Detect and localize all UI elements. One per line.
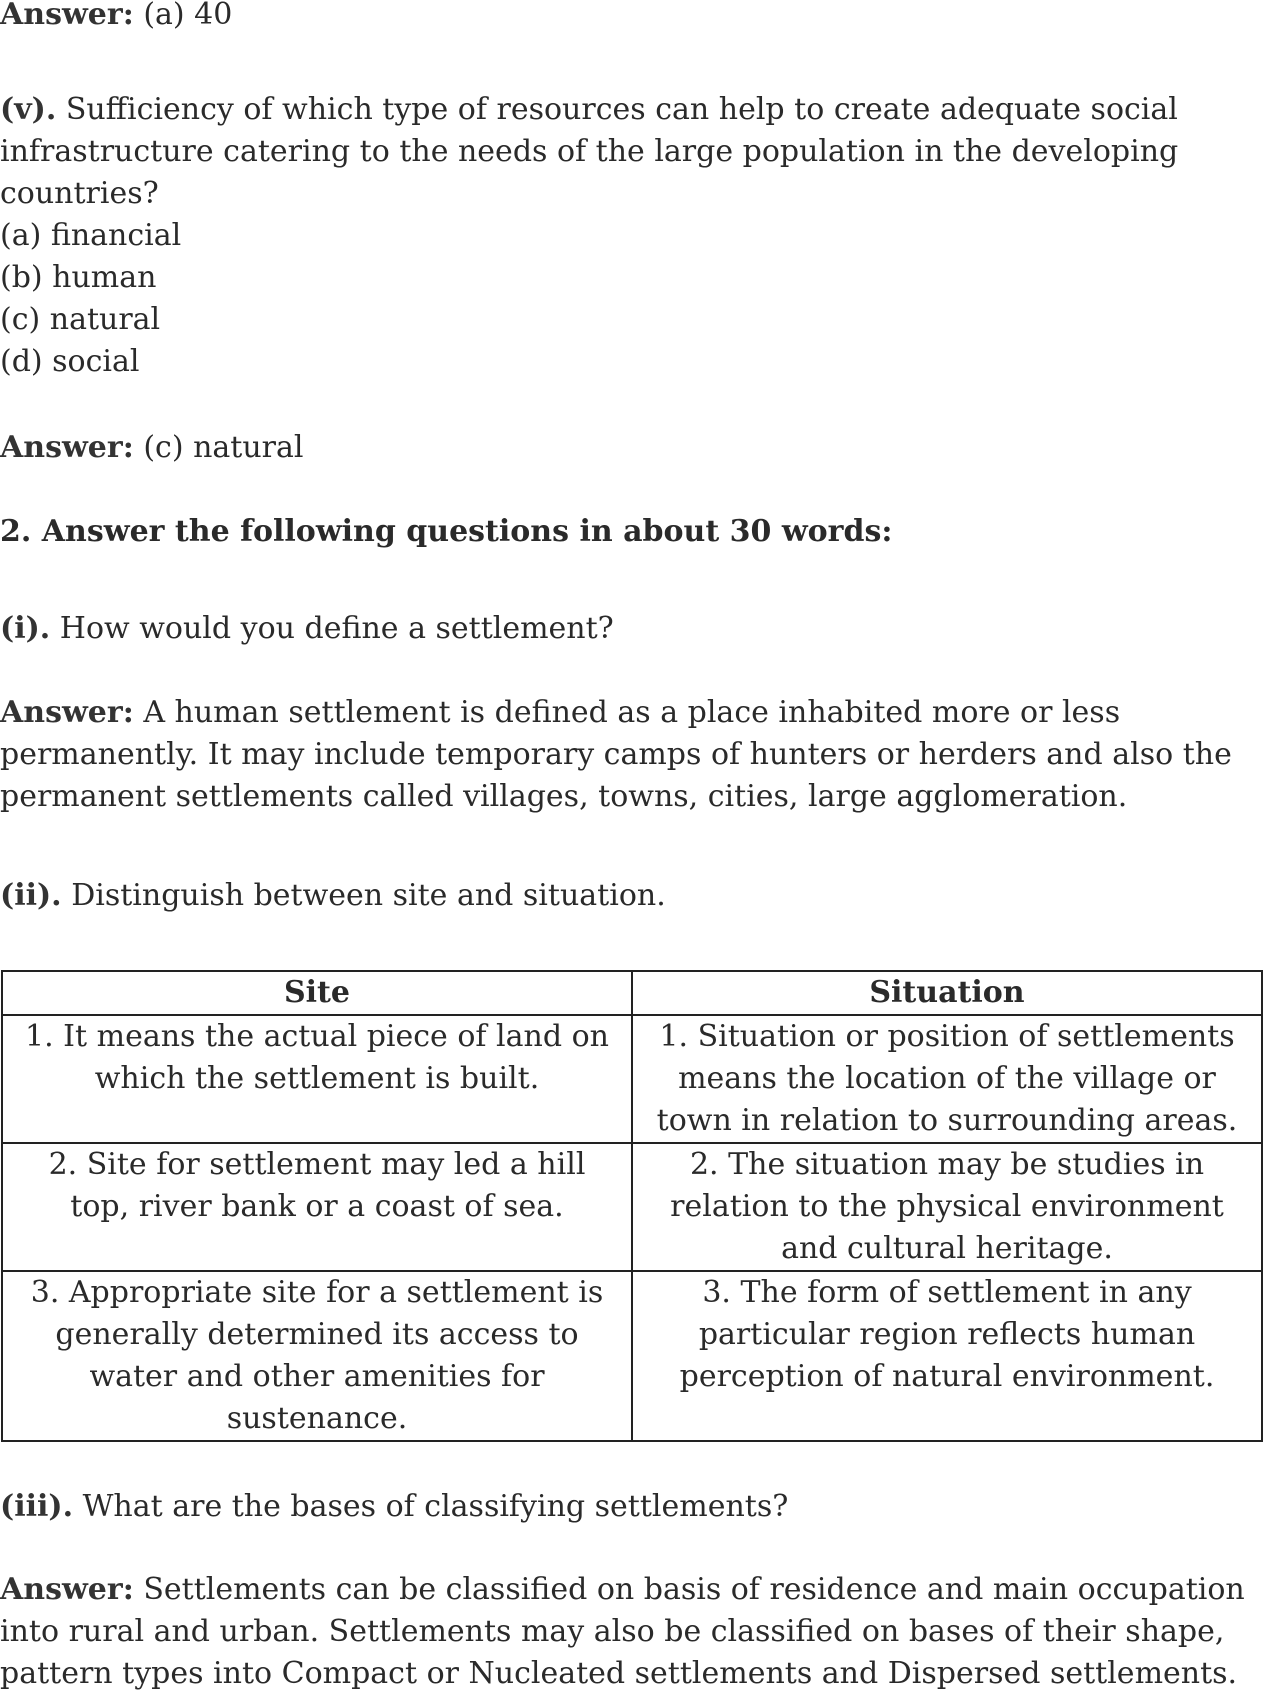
answer-i bbox=[0, 692, 1262, 818]
table-cell: 2. The situation may be studies in relation to the physical environment and cultural heritage. bbox=[632, 1143, 1262, 1271]
option-c: (c) natural bbox=[0, 302, 161, 337]
table-cell: 1. It means the actual piece of land on which the settlement is built. bbox=[2, 1015, 632, 1143]
question-text: Distinguish between site and situation. bbox=[71, 878, 666, 913]
question-number: (iii). bbox=[0, 1489, 74, 1524]
question-number: (v). bbox=[0, 92, 57, 127]
answer-previous bbox=[0, 0, 1262, 36]
question-text: Sufficiency of which type of resources can help to create adequate social infrastructure catering to the needs of the large population in the developing countries? bbox=[0, 92, 1179, 211]
table-cell: 2. Site for settlement may led a hill top, river bank or a coast of sea. bbox=[2, 1143, 632, 1271]
table-row bbox=[2, 1015, 1262, 1143]
question-text: What are the bases of classifying settlements? bbox=[82, 1489, 789, 1524]
option-a: (a) financial bbox=[0, 218, 182, 253]
question-ii bbox=[0, 875, 1262, 917]
question-text: How would you define a settlement? bbox=[59, 611, 614, 646]
answer-label: Answer: bbox=[0, 695, 134, 730]
answer-text: (a) 40 bbox=[143, 0, 233, 32]
answer-label: Answer: bbox=[0, 1572, 134, 1607]
section-2-heading: 2. Answer the following questions in about 30 words: bbox=[0, 514, 893, 549]
answer-text: (c) natural bbox=[143, 430, 304, 465]
answer-text: Settlements can be classified on basis of residence and main occupation into rural and urban. Settlements may also be classified on bases of their shape, pattern types into Compact or Nucleated settlements and Dispersed settlements. bbox=[0, 1572, 1245, 1691]
answer-label: Answer: bbox=[0, 430, 134, 465]
question-number: (ii). bbox=[0, 878, 62, 913]
answer-iii bbox=[0, 1569, 1262, 1695]
header-situation: Situation bbox=[632, 971, 1262, 1015]
table-header-row bbox=[2, 971, 1262, 1015]
question-v bbox=[0, 89, 1262, 383]
header-site: Site bbox=[2, 971, 632, 1015]
table-row bbox=[2, 1271, 1262, 1441]
option-b: (b) human bbox=[0, 260, 157, 295]
table-cell: 1. Situation or position of settlements means the location of the village or town in relation to surrounding areas. bbox=[632, 1015, 1262, 1143]
question-i bbox=[0, 608, 1262, 650]
answer-v bbox=[0, 427, 1262, 469]
table-cell: 3. The form of settlement in any particular region reflects human perception of natural environment. bbox=[632, 1271, 1262, 1441]
answer-label: Answer: bbox=[0, 0, 134, 32]
table-row bbox=[2, 1143, 1262, 1271]
option-d: (d) social bbox=[0, 344, 140, 379]
site-situation-table bbox=[1, 970, 1263, 1442]
answer-text: A human settlement is defined as a place inhabited more or less permanently. It may include temporary camps of hunters or herders and also the permanent settlements called villages, towns, cities, large agglomeration. bbox=[0, 695, 1232, 814]
question-number: (i). bbox=[0, 611, 51, 646]
table-cell: 3. Appropriate site for a settlement is generally determined its access to water and other amenities for sustenance. bbox=[2, 1271, 632, 1441]
question-iii bbox=[0, 1486, 1262, 1528]
